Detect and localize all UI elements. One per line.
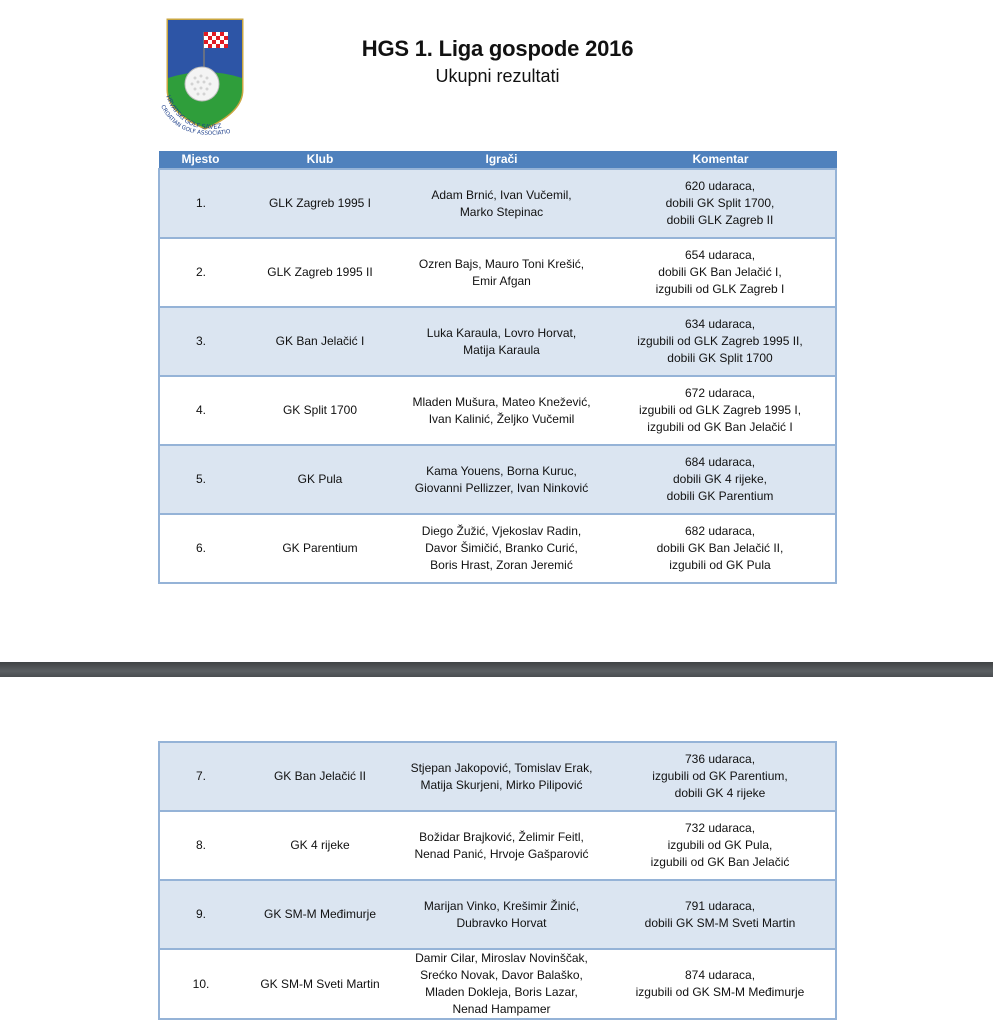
cell-players-line: Luka Karaula, Lovro Horvat, bbox=[426, 325, 577, 340]
cell-comment bbox=[605, 307, 836, 376]
cell-players-line: Boris Hrast, Zoran Jeremić bbox=[430, 558, 573, 572]
results-table-body bbox=[159, 169, 836, 583]
croatian-golf-association-logo bbox=[160, 16, 252, 138]
cell-players-line: Marijan Vinko, Krešimir Žinić, bbox=[423, 898, 580, 913]
cell-comment-line: izgubili od GK Pula bbox=[669, 558, 771, 572]
cell-place: 1. bbox=[159, 169, 242, 238]
table-row bbox=[159, 811, 836, 880]
cell-players-line: Giovanni Pellizzer, Ivan Ninković bbox=[414, 480, 589, 495]
cell-place: 8. bbox=[159, 811, 242, 880]
cell-players-line: Dubravko Horvat bbox=[456, 915, 547, 930]
results-table-page-2 bbox=[158, 741, 837, 1020]
cell-players bbox=[398, 811, 605, 880]
table-row bbox=[159, 376, 836, 445]
cell-comment-line: 736 udaraca, bbox=[684, 752, 756, 766]
cell-club: GLK Zagreb 1995 II bbox=[242, 238, 398, 307]
cell-players-line: Ozren Bajs, Mauro Toni Krešić, bbox=[418, 256, 585, 271]
table-row bbox=[159, 445, 836, 514]
cell-place: 7. bbox=[159, 742, 242, 811]
cell-club: GK Pula bbox=[242, 445, 398, 514]
cell-comment-line: dobili GK 4 rijeke bbox=[674, 786, 766, 800]
document-page-2 bbox=[0, 677, 993, 1032]
table-row bbox=[159, 238, 836, 307]
cell-comment-line: izgubili od GLK Zagreb 1995 I, bbox=[638, 403, 802, 417]
header-comment: Komentar bbox=[605, 151, 836, 169]
cell-players-line: Srećko Novak, Davor Balaško, bbox=[420, 968, 583, 982]
cell-comment-line: dobili GK 4 rijeke, bbox=[672, 472, 768, 486]
cell-comment-line: 634 udaraca, bbox=[684, 317, 756, 331]
cell-comment bbox=[605, 811, 836, 880]
header-players: Igrači bbox=[398, 151, 605, 169]
logo-ring-text-top: HRVATSKI GOLF SAVEZ bbox=[164, 94, 222, 131]
cell-players-line: Damir Cilar, Miroslav Novinščak, bbox=[415, 951, 588, 965]
cell-players-line: Nenad Hampamer bbox=[452, 1002, 551, 1016]
cell-comment bbox=[605, 376, 836, 445]
cell-club: GK SM-M Sveti Martin bbox=[242, 949, 398, 1019]
cell-place: 2. bbox=[159, 238, 242, 307]
cell-comment-line: 684 udaraca, bbox=[684, 455, 756, 469]
cell-players bbox=[398, 307, 605, 376]
cell-players-line: Nenad Panić, Hrvoje Gašparović bbox=[414, 846, 589, 861]
cell-place: 9. bbox=[159, 880, 242, 949]
cell-club: GLK Zagreb 1995 I bbox=[242, 169, 398, 238]
cell-comment-line: dobili GK SM-M Sveti Martin bbox=[644, 915, 796, 930]
header-place: Mjesto bbox=[159, 151, 242, 169]
cell-club: GK Ban Jelačić I bbox=[242, 307, 398, 376]
cell-club: GK Split 1700 bbox=[242, 376, 398, 445]
cell-players-line: Mladen Dokleja, Boris Lazar, bbox=[425, 985, 578, 999]
cell-players bbox=[398, 169, 605, 238]
cell-comment-line: izgubili od GK SM-M Međimurje bbox=[635, 985, 805, 999]
table-row bbox=[159, 169, 836, 238]
cell-players-line: Stjepan Jakopović, Tomislav Erak, bbox=[410, 760, 593, 775]
cell-comment-line: izgubili od GLK Zagreb 1995 II, bbox=[637, 334, 803, 348]
cell-comment-line: izgubili od GLK Zagreb I bbox=[655, 282, 785, 296]
cell-players-line: Davor Šimičić, Branko Curić, bbox=[425, 541, 578, 555]
page-separator bbox=[0, 662, 993, 677]
cell-players-line: Adam Brnić, Ivan Vučemil, bbox=[431, 187, 572, 202]
document-title: HGS 1. Liga gospode 2016 bbox=[361, 36, 634, 61]
cell-players bbox=[398, 742, 605, 811]
cell-players-line: Božidar Brajković, Želimir Feitl, bbox=[419, 829, 584, 844]
cell-players-line: Kama Youens, Borna Kuruc, bbox=[426, 463, 577, 478]
cell-place: 5. bbox=[159, 445, 242, 514]
table-row bbox=[159, 880, 836, 949]
document-subtitle: Ukupni rezultati bbox=[435, 66, 560, 86]
cell-comment-line: 672 udaraca, bbox=[684, 386, 756, 400]
cell-comment-line: izgubili od GK Ban Jelačić I bbox=[647, 420, 793, 434]
golf-ball-flag-icon bbox=[160, 16, 252, 138]
cell-players-line: Matija Karaula bbox=[463, 342, 540, 357]
table-row bbox=[159, 307, 836, 376]
header-club: Klub bbox=[242, 151, 398, 169]
cell-comment bbox=[605, 880, 836, 949]
cell-players-line: Diego Žužić, Vjekoslav Radin, bbox=[421, 524, 582, 538]
table-header-row bbox=[159, 151, 836, 169]
cell-club: GK Ban Jelačić II bbox=[242, 742, 398, 811]
cell-players-line: Ivan Kalinić, Željko Vučemil bbox=[428, 411, 575, 426]
results-table-page-1 bbox=[158, 151, 837, 584]
cell-comment-line: dobili GLK Zagreb II bbox=[666, 213, 774, 227]
cell-comment-line: izgubili od GK Pula, bbox=[667, 838, 773, 852]
cell-players bbox=[398, 880, 605, 949]
cell-comment-line: dobili GK Split 1700 bbox=[667, 351, 773, 365]
cell-club: GK Parentium bbox=[242, 514, 398, 583]
cell-comment-line: izgubili od GK Parentium, bbox=[652, 769, 788, 783]
cell-place: 10. bbox=[159, 949, 242, 1019]
cell-players bbox=[398, 949, 605, 1019]
table-row bbox=[159, 514, 836, 583]
cell-comment-line: dobili GK Ban Jelačić I, bbox=[658, 265, 782, 279]
cell-comment bbox=[605, 514, 836, 583]
cell-comment-line: dobili GK Parentium bbox=[666, 489, 774, 503]
cell-comment bbox=[605, 445, 836, 514]
results-table-body bbox=[159, 742, 836, 1019]
cell-players-line: Emir Afgan bbox=[472, 273, 531, 288]
cell-comment-line: 874 udaraca, bbox=[684, 968, 756, 982]
cell-comment bbox=[605, 238, 836, 307]
cell-comment-line: 791 udaraca, bbox=[684, 898, 756, 913]
cell-players-line: Matija Skurjeni, Mirko Pilipović bbox=[420, 777, 583, 792]
table-row bbox=[159, 742, 836, 811]
cell-place: 4. bbox=[159, 376, 242, 445]
cell-comment-line: izgubili od GK Ban Jelačić bbox=[650, 855, 790, 869]
cell-players bbox=[398, 238, 605, 307]
cell-comment-line: 620 udaraca, bbox=[684, 179, 756, 193]
cell-players bbox=[398, 376, 605, 445]
cell-club: GK SM-M Međimurje bbox=[242, 880, 398, 949]
cell-comment-line: dobili GK Ban Jelačić II, bbox=[656, 541, 784, 555]
cell-comment-line: 682 udaraca, bbox=[684, 524, 756, 538]
cell-comment-line: dobili GK Split 1700, bbox=[665, 196, 775, 210]
cell-place: 6. bbox=[159, 514, 242, 583]
cell-players bbox=[398, 514, 605, 583]
cell-place: 3. bbox=[159, 307, 242, 376]
document-heading bbox=[340, 36, 655, 88]
cell-comment bbox=[605, 949, 836, 1019]
cell-comment bbox=[605, 742, 836, 811]
cell-players-line: Marko Stepinac bbox=[459, 204, 544, 219]
cell-players-line: Mladen Mušura, Mateo Knežević, bbox=[412, 394, 591, 409]
cell-comment-line: 654 udaraca, bbox=[684, 248, 756, 262]
cell-comment bbox=[605, 169, 836, 238]
cell-players bbox=[398, 445, 605, 514]
logo-ring-text-bottom: ROATIAN GOLF ASSOCIATIO bbox=[161, 107, 231, 137]
table-row bbox=[159, 949, 836, 1019]
cell-club: GK 4 rijeke bbox=[242, 811, 398, 880]
cell-comment-line: 732 udaraca, bbox=[684, 821, 756, 835]
